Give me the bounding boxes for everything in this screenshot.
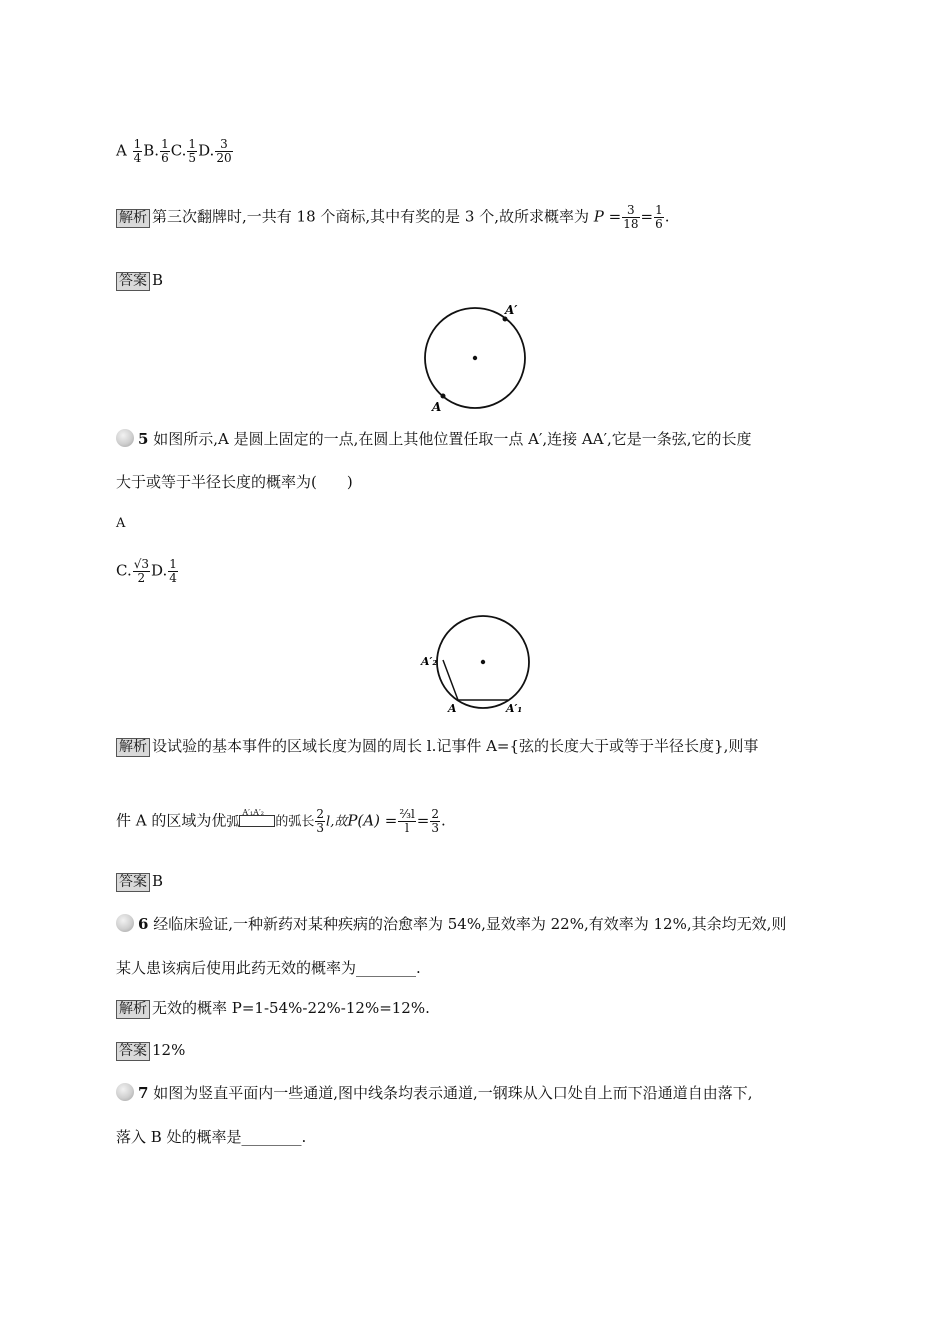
analysis-fraction-2: $\frac{1}{6}$ [655, 203, 663, 231]
probability-expr: P(A) [347, 811, 380, 830]
point-a [441, 394, 446, 399]
analysis-text: 无效的概率 P=1-54%-22%-12%=12%. [152, 999, 430, 1017]
analysis-text: 设试验的基本事件的区域长度为圆的周长 l.记事件 A={弦的长度大于或等于半径长度},则事 [152, 737, 759, 755]
q6-stem-line2: 某人患该病后使用此药无效的概率为________. [116, 959, 421, 977]
q6-answer [116, 1040, 185, 1061]
option-b-fraction: $\frac{1}{6}$ [161, 137, 169, 165]
option-d-fraction: $\frac{3}{20}$ [216, 137, 232, 165]
arc-notation [226, 807, 275, 830]
q4-options [116, 138, 234, 165]
option-c-label: C. [116, 561, 132, 580]
q5-options-cd [116, 558, 179, 585]
question-number: 6 [138, 915, 149, 933]
q4-analysis: 解析 第三次翻牌时,一共有 18 个商标,其中有奖的是 3 个,故所求概率为 P = $\frac{3}{18}$ = $\frac{1}{6}$ . [116, 204, 670, 231]
option-d-label: D. [198, 141, 215, 160]
question-number: 5 [138, 430, 149, 448]
label-a: A [432, 400, 442, 414]
arc-label: A′₁A′₂ [242, 807, 264, 817]
q6-analysis [116, 998, 430, 1019]
q5-stem-line2: 大于或等于半径长度的概率为( ) [116, 473, 353, 491]
analysis-tag: 解析 [116, 1000, 150, 1019]
option-c-label: C. [170, 141, 187, 160]
option-a-fraction: $\frac{1}{4}$ [133, 137, 142, 165]
question-number: 7 [138, 1084, 149, 1102]
label-a1: A′₁ [506, 702, 523, 715]
q5-answer [116, 871, 163, 892]
answer-tag: 答案 [116, 1042, 150, 1061]
q5-option-a: A [116, 516, 126, 531]
analysis-variable: P [593, 207, 604, 226]
question-bullet-icon [116, 1083, 134, 1101]
question-bullet-icon [116, 429, 134, 447]
q4-answer [116, 270, 163, 291]
stem-text: 如图为竖直平面内一些通道,图中线条均表示通道,一钢珠从入口处自上而下沿通道自由落下, [153, 1084, 753, 1102]
option-c-fraction: $\frac{√3}{2}$ [133, 557, 149, 585]
analysis-fraction-1: $\frac{3}{18}$ [623, 203, 639, 231]
stem-text: 经临床验证,一种新药对某种疾病的治愈率为 54%,显效率为 22%,有效率为 12%,其余均无效,则 [153, 915, 787, 933]
answer-value: B [152, 872, 164, 890]
label-a-prime: A′ [505, 303, 518, 317]
answer-tag: 答案 [116, 272, 150, 291]
analysis-text-a: 件 A 的区域为优 [116, 811, 227, 830]
q5-stem-line1 [116, 429, 752, 449]
q5-analysis-line2: 件 A 的区域为优 A′₁A′₂ 弧 的弧长 $\frac{2}{3}$ l,故P(A) = $\frac{\text{⅔l}}{l}$ = $\frac{2}{3}$ . [116, 808, 446, 835]
analysis-text: 第三次翻牌时,一共有 18 个商标,其中有奖的是 3 个,故所求概率为 [152, 207, 590, 226]
q7-stem-line1 [116, 1083, 753, 1103]
answer-value: 12% [152, 1041, 186, 1059]
option-a-label: A [116, 141, 127, 160]
analysis-text-b: 的弧长 [275, 814, 315, 830]
option-c-fraction: $\frac{1}{5}$ [188, 137, 197, 165]
option-d-fraction: $\frac{1}{4}$ [169, 557, 177, 585]
figure-circle-a-aprime [410, 296, 550, 416]
point-a-prime [503, 317, 508, 322]
option-b-label: B. [143, 141, 160, 160]
two-thirds-fraction: $\frac{2}{3}$ [316, 807, 325, 835]
center-point [473, 356, 477, 360]
q6-stem-line1 [116, 914, 786, 934]
label-a2: A′₂ [421, 655, 438, 668]
center-point [481, 660, 485, 664]
analysis-tag: 解析 [116, 209, 150, 228]
big-fraction: $\frac{\text{⅔l}}{l}$ [399, 807, 415, 835]
question-bullet-icon [116, 914, 134, 932]
answer-value: B [152, 271, 164, 289]
stem-text: 如图所示,A 是圆上固定的一点,在圆上其他位置任取一点 A′,连接 AA′,它是一条弦,它的长度 [153, 430, 752, 448]
figure-circle-chords [412, 610, 542, 720]
analysis-tag: 解析 [116, 738, 150, 757]
q5-analysis-line1 [116, 736, 758, 757]
answer-tag: 答案 [116, 873, 150, 892]
analysis-text-c: l,故 [326, 814, 348, 830]
label-a: A [448, 702, 457, 715]
arc-word: 弧 [226, 814, 240, 830]
result-fraction: $\frac{2}{3}$ [431, 807, 440, 835]
option-d-label: D. [151, 561, 168, 580]
q7-stem-line2: 落入 B 处的概率是________. [116, 1128, 307, 1146]
